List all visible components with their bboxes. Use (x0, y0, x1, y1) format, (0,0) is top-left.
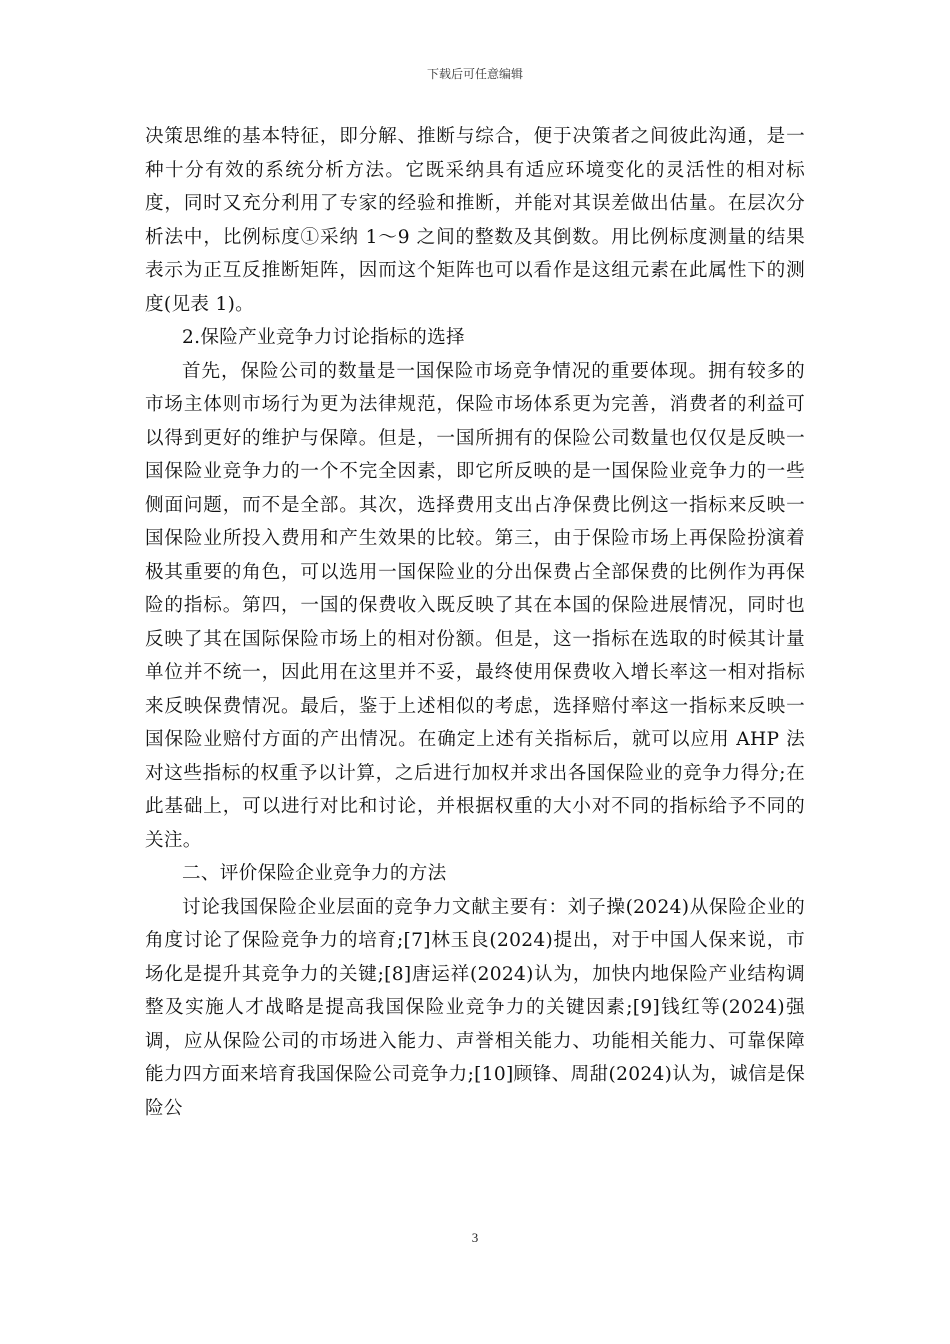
section-heading-indicator-selection: 2.保险产业竞争力讨论指标的选择 (182, 327, 465, 348)
document-body (145, 120, 805, 1125)
paragraph-ahp-description: 决策思维的基本特征，即分解、推断与综合，便于决策者之间彼此沟通，是一种十分有效的系统分析方法。它既采纳具有适应环境变化的灵活性的相对标度，同时又充分利用了专家的经验和推断，并能对其误差做出估量。在层次分析法中，比例标度①采纳 1～9 之间的整数及其倒数。用比例标度测量的结果表示为正互反推断矩阵，因而这个矩阵也可以看作是这组元素在此属性下的测度(见表 1)。 (145, 126, 805, 315)
page-number: 3 (471, 1230, 479, 1245)
paragraph-literature-review: 讨论我国保险企业层面的竞争力文献主要有：刘子操(2024)从保险企业的角度讨论了保险竞争力的培育;[7]林玉良(2024)提出，对于中国人保来说，市场化是提升其竞争力的关键;[8]唐运祥(2024)认为，加快内地保险产业结构调整及实施人才战略是提高我国保险业竞争力的关键因素;[9]钱红等(2024)强调，应从保险公司的市场进入能力、声誉相关能力、功能相关能力、可靠保障能力四方面来培育我国保险公司竞争力;[10]顾锋、周甜(2024)认为，诚信是保险公 (145, 896, 805, 1119)
paragraph-indicators: 首先，保险公司的数量是一国保险市场竞争情况的重要体现。拥有较多的市场主体则市场行为更为法律规范，保险市场体系更为完善，消费者的利益可以得到更好的维护与保障。但是，一国所拥有的保险公司数量也仅仅是反映一国保险业竞争力的一个不完全因素，即它所反映的是一国保险业竞争力的一些侧面问题，而不是全部。其次，选择费用支出占净保费比例这一指标来反映一国保险业所投入费用和产生效果的比较。第三，由于保险市场上再保险扮演着极其重要的角色，可以选用一国保险业的分出保费占全部保费的比例作为再保险的指标。第四，一国的保费收入既反映了其在本国的保险进展情况，同时也反映了其在国际保险市场上的相对份额。但是，这一指标在选取的时候其计量单位并不统一，因此用在这里并不妥，最终使用保费收入增长率这一相对指标来反映保费情况。最后，鉴于上述相似的考虑，选择赔付率这一指标来反映一国保险业赔付方面的产出情况。在确定上述有关指标后，就可以应用 AHP 法对这些指标的权重予以计算，之后进行加权并求出各国保险业的竞争力得分;在此基础上，可以进行对比和讨论，并根据权重的大小对不同的指标给予不同的关注。 (145, 360, 805, 851)
section-heading-evaluation-methods: 二、评价保险企业竞争力的方法 (182, 863, 447, 884)
page-header: 下载后可任意编辑 (426, 67, 523, 81)
